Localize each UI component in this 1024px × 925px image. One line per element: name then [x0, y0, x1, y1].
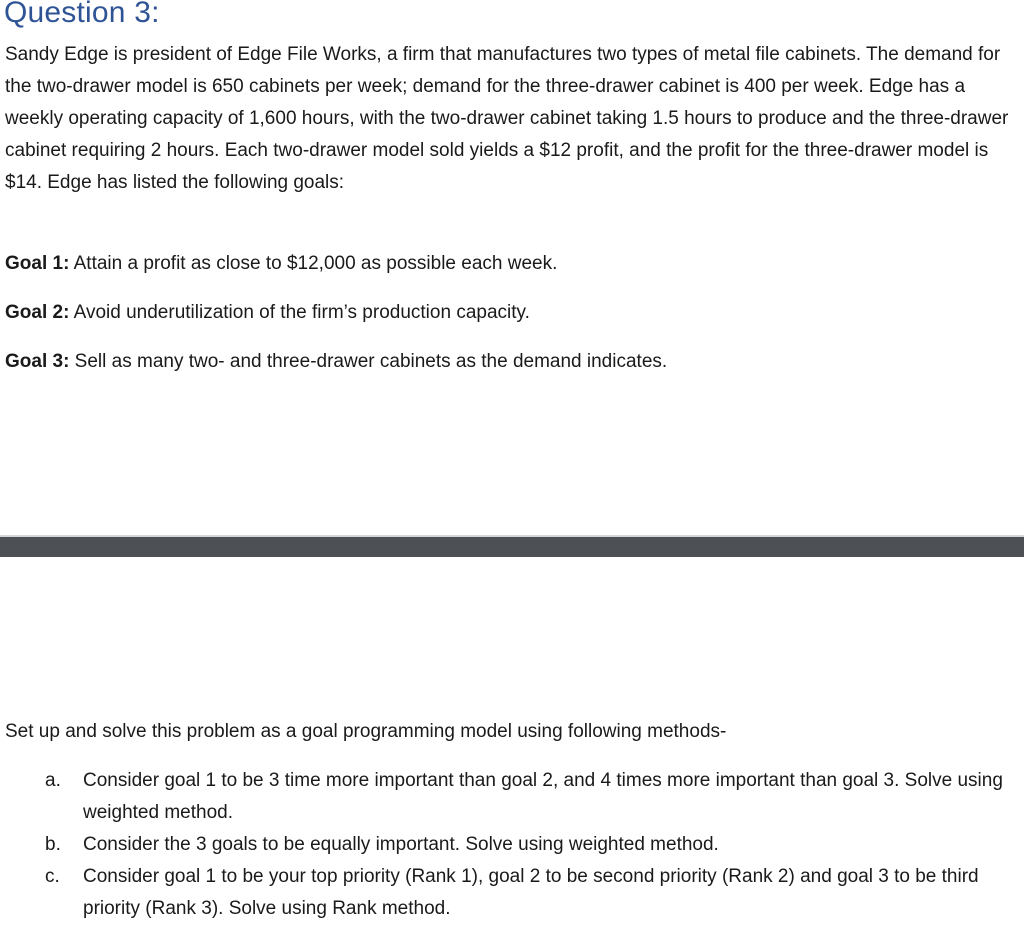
goal-3-text: Sell as many two- and three-drawer cabinets as the demand indicates. [69, 351, 668, 372]
question-title: Question 3: [4, 0, 160, 29]
page-divider [0, 535, 1024, 557]
setup-instruction: Set up and solve this problem as a goal programming model using following methods- [5, 721, 727, 742]
question-intro: Sandy Edge is president of Edge File Works, a firm that manufactures two types of metal file cabinets. The demand for the two-drawer model is 650 cabinets per week; demand for the three-drawer cabinet is 400 per week. Edge has a weekly operating capacity of 1,600 hours, with the two-drawer cabinet taking 1.5 hours to produce and the three-drawer cabinet requiring 2 hours. Each two-drawer model sold yields a $12 profit, and the profit for the three-drawer model is $14. Edge has listed the following goals: [5, 44, 1009, 193]
goal-1-text: Attain a profit as close to $12,000 as possible each week. [69, 253, 558, 274]
goal-3-label: Goal 3: [5, 351, 70, 372]
method-text-a: Consider goal 1 to be 3 time more important than goal 2, and 4 times more important than goal 3. Solve using weighted method. [83, 770, 1003, 823]
goal-3 [5, 346, 667, 378]
goal-2-text: Avoid underutilization of the firm’s production capacity. [69, 302, 530, 323]
method-marker-b: b. [45, 834, 61, 855]
goal-1-label: Goal 1: [5, 253, 70, 274]
goal-2 [5, 297, 530, 329]
method-item-b [0, 829, 1024, 861]
method-text-c: Consider goal 1 to be your top priority (Rank 1), goal 2 to be second priority (Rank 2) and goal 3 to be third priority (Rank 3). Solve using Rank method. [83, 866, 979, 919]
method-text-b: Consider the 3 goals to be equally important. Solve using weighted method. [83, 834, 719, 855]
method-item-c [0, 861, 1024, 925]
goal-1 [5, 248, 557, 280]
method-marker-c: c. [45, 866, 60, 887]
goal-2-label: Goal 2: [5, 302, 70, 323]
method-marker-a: a. [45, 770, 61, 791]
method-item-a [0, 765, 1024, 829]
methods-list [0, 765, 1024, 925]
